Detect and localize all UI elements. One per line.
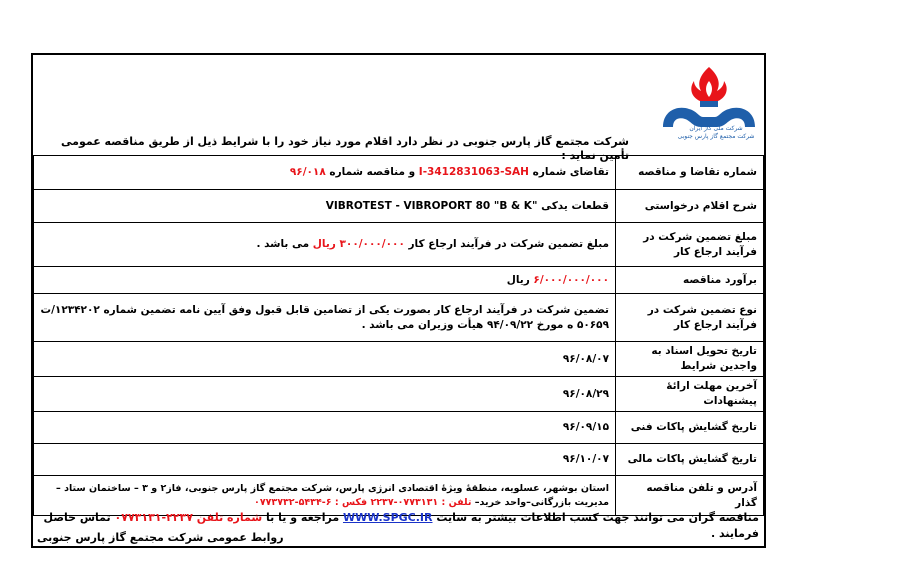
proposal-deadline-label: آخرین مهلت ارائهٔ پیشنهادات: [616, 377, 764, 412]
footer-text-after: تماس حاصل فرمایند .: [43, 511, 759, 540]
intro-text: شرکت مجتمع گاز پارس جنوبی در نظر دارد اقلام مورد نیاز خود را با شرایط ذیل از طریق مناقصه عمومی تأمین نماید :: [61, 135, 629, 162]
table-row: [34, 444, 764, 476]
items-model: VIBROTEST - VIBROPORT 80 "B & K": [325, 199, 538, 212]
tender-number: ۹۶/۰۱۸: [289, 166, 326, 178]
table-row: [34, 223, 764, 267]
table-row: [34, 294, 764, 342]
request-number: I-3412831063-SAH: [418, 166, 529, 178]
financial-opening-label: تاریخ گشایش پاکات مالی: [616, 444, 764, 476]
technical-opening-date: ۹۶/۰۹/۱۵: [34, 412, 616, 444]
table-row: [34, 190, 764, 223]
financial-opening-date: ۹۶/۱۰/۰۷: [34, 444, 616, 476]
logo-caption: [673, 125, 759, 141]
footer-signature: روابط عمومی شرکت مجتمع گاز پارس جنوبی: [37, 531, 284, 544]
address-phone: ۰۷۷۳۱۳۱-۲۲۳۷: [370, 496, 439, 508]
estimate-label: برآورد مناقصه: [616, 267, 764, 294]
items-value: [34, 190, 616, 223]
tender-spec-table: [33, 155, 764, 516]
guarantee-amount: ۳۰۰/۰۰۰/۰۰۰ ریال: [312, 238, 405, 250]
footer-text-mid: مراجعه و یا با: [266, 511, 340, 524]
logo-caption-line1: شرکت ملی گاز ایران: [689, 125, 743, 132]
address-phone-label: تلفن :: [441, 496, 472, 508]
address-fax: فکس : ۶-۵۴۳۴-۰۷۷۳۷۳۲: [254, 496, 368, 508]
website-link[interactable]: WWW.SPGC.IR: [342, 511, 433, 524]
proposal-deadline-date: ۹۶/۰۸/۲۹: [34, 377, 616, 412]
guarantee-amount-suffix: می باشد .: [256, 238, 310, 250]
table-row: [34, 412, 764, 444]
tender-number-label: شماره تقاضا و مناقصه: [616, 156, 764, 190]
doc-delivery-label: تاریخ تحویل اسناد به واجدین شرایط: [616, 342, 764, 377]
logo-caption-line2: شرکت مجتمع گاز پارس جنوبی: [677, 133, 755, 140]
technical-opening-label: تاریخ گشایش پاکات فنی: [616, 412, 764, 444]
items-desc: قطعات یدکی: [541, 199, 609, 212]
doc-delivery-date: ۹۶/۰۸/۰۷: [34, 342, 616, 377]
guarantee-amount-value: [34, 223, 616, 267]
guarantee-type-value: تضمین شرکت در فرآیند ارجاع کار بصورت یکی از تضامین قابل قبول وفق آیین نامه تضمین شماره ۱۲۳۴۲۰۲/ت ۵۰۶۵۹ ه مورخ ۹۴/۰۹/۲۲ هیأت وزیران می باشد .: [34, 294, 616, 342]
tender-notice-frame: [31, 53, 766, 548]
estimate-unit: ریال: [506, 273, 530, 286]
guarantee-type-label: نوع تضمین شرکت در فرآیند ارجاع کار: [616, 294, 764, 342]
address-text: استان بوشهر، عسلویه، منطقهٔ ویژهٔ اقتصادی انرژی پارس، شرکت مجتمع گاز پارس جنوبی، فاز۲ و ۳ – ساختمان ستاد – مدیریت بازرگانی–واحد خرید–: [56, 482, 609, 508]
estimate-value: [34, 267, 616, 294]
address-label: آدرس و تلفن مناقصه گذار: [616, 476, 764, 516]
table-row: [34, 156, 764, 190]
table-row: [34, 267, 764, 294]
table-row: [34, 342, 764, 377]
guarantee-amount-prefix: مبلغ تضمین شرکت در فرآیند ارجاع کار: [408, 238, 609, 250]
table-row: [34, 377, 764, 412]
footer-text-before: مناقصه گران می توانند جهت کسب اطلاعات بیشتر به سایت: [436, 511, 759, 524]
guarantee-amount-label: مبلغ تضمین شرکت در فرآیند ارجاع کار: [616, 223, 764, 267]
items-label: شرح اقلام درخواستی: [616, 190, 764, 223]
tender-number-prefix: تقاضای شماره: [532, 166, 609, 178]
tender-number-value: [34, 156, 616, 190]
estimate-amount: ۶/۰۰۰/۰۰۰/۰۰۰: [533, 273, 609, 286]
tender-number-middle: و مناقصه شماره: [329, 166, 416, 178]
footer-phone: شماره تلفن ۲۲۳۷-۰۷۷۳۱۳۱: [114, 511, 263, 524]
